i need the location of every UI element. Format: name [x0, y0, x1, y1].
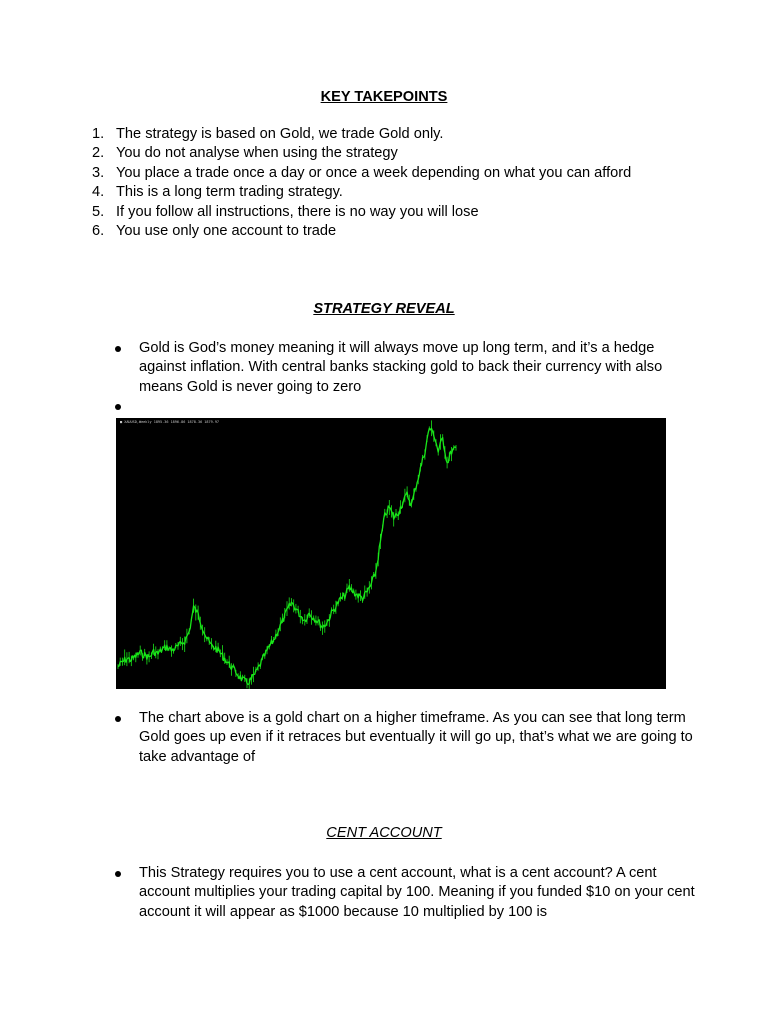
strategy-reveal-heading: STRATEGY REVEAL	[313, 301, 455, 317]
chart-explanation-list	[115, 709, 695, 767]
list-number: 6.	[92, 222, 105, 239]
chart-header-text: ■ XAUUSD,Weekly 1895.36 1896.86 1878.36 1879.97	[120, 420, 220, 424]
bullet-icon	[115, 716, 121, 722]
list-item	[92, 183, 712, 202]
bullet-text: This Strategy requires you to use a cent account, what is a cent account? A cent account multiplies your trading capital by 100. Meaning if you funded $10 on your cent account it will appear as $1000 because 10 multiplied by 100 is	[139, 865, 695, 920]
bullet-icon	[115, 404, 121, 410]
cent-account-bullet-list	[115, 864, 695, 922]
list-item-text: This is a long term trading strategy.	[116, 184, 343, 201]
list-item	[92, 164, 712, 183]
list-item-text: You do not analyse when using the strategy	[116, 145, 398, 162]
gold-price-chart-svg	[116, 418, 666, 689]
list-item	[92, 203, 712, 222]
list-number: 4.	[92, 184, 105, 201]
list-number: 5.	[92, 203, 105, 220]
cent-account-heading: CENT ACCOUNT	[326, 825, 442, 841]
strategy-bullet-list	[115, 339, 695, 417]
list-item-text: You use only one account to trade	[116, 222, 337, 239]
list-item	[92, 144, 712, 163]
list-item-text: You place a trade once a day or once a week depending on what you can afford	[116, 164, 632, 181]
list-item	[115, 397, 695, 416]
list-number: 3.	[92, 164, 105, 181]
key-takepoints-heading: KEY TAKEPOINTS	[320, 89, 448, 105]
gold-chart	[116, 418, 666, 689]
list-item	[92, 222, 712, 241]
list-item	[115, 339, 695, 397]
bullet-icon	[115, 871, 121, 877]
list-item-text: The strategy is based on Gold, we trade Gold only.	[116, 126, 444, 142]
bullet-text: The chart above is a gold chart on a higher timeframe. As you can see that long term Gold goes up even if it retraces but eventually it will go up, that’s what we are going to take advantage of	[139, 710, 693, 765]
list-number: 1.	[92, 126, 105, 142]
list-item	[92, 125, 712, 144]
list-item-text: If you follow all instructions, there is no way you will lose	[116, 203, 479, 220]
gold-price-series-line	[118, 428, 456, 684]
bullet-icon	[115, 346, 121, 352]
list-item	[115, 864, 695, 922]
list-item	[115, 709, 695, 767]
key-takepoints-list	[92, 125, 712, 241]
bullet-text: Gold is God’s money meaning it will always move up long term, and it’s a hedge against inflation. With central banks stacking gold to back their currency with also means Gold is never going to zero	[139, 340, 663, 395]
list-number: 2.	[92, 145, 105, 162]
